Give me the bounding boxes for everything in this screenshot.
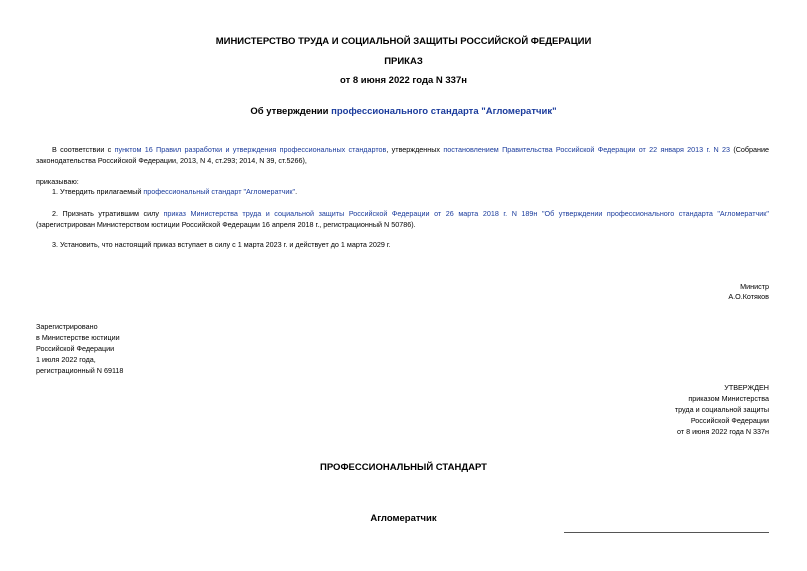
divider-line: [564, 532, 769, 533]
signature-position: Министр: [740, 282, 769, 291]
item-1: [52, 186, 769, 197]
order-title-prefix: Об утверждении: [250, 106, 332, 117]
order-word: приказываю:: [36, 177, 79, 186]
registration-line-1: Зарегистрировано: [36, 322, 98, 331]
decree-link[interactable]: постановлением Правительства Российской Федерации от 22 января 2013 г. N 23: [443, 145, 731, 154]
ministry-heading: МИНИСТЕРСТВО ТРУДА И СОЦИАЛЬНОЙ ЗАЩИТЫ РОССИЙСКОЙ ФЕДЕРАЦИИ: [215, 36, 592, 47]
repealed-order-link[interactable]: приказ Министерства труда и социальной защиты Российской Федерации от 26 марта 2018 г. N 189н "Об утверждении профессионального стандарта "Агломератчик": [163, 209, 769, 218]
approved-line-4: Российской Федерации: [690, 416, 769, 425]
order-date-number: от 8 июня 2022 года N 337н: [340, 75, 467, 86]
approved-block: [519, 382, 769, 437]
item-2-end: (зарегистрирован Министерством юстиции Российской Федерации 16 апреля 2018 г., регистрационный N 50786).: [36, 220, 416, 229]
registration-line-2: в Министерстве юстиции: [36, 333, 120, 342]
approved-line-1: УТВЕРЖДЕН: [724, 383, 769, 392]
registration-line-5: регистрационный N 69118: [36, 366, 124, 375]
rules-link[interactable]: пунктом 16 Правил разработки и утверждения профессиональных стандартов: [114, 145, 387, 154]
preamble-paragraph: [36, 144, 769, 166]
doc-type-heading: ПРИКАЗ: [384, 56, 423, 67]
registration-block: [36, 321, 286, 376]
registration-line-3: Российской Федерации: [36, 344, 115, 353]
order-title-link[interactable]: профессионального стандарта "Агломератчик": [331, 106, 557, 117]
registration-line-4: 1 июля 2022 года,: [36, 355, 96, 364]
approved-line-2: приказом Министерства: [688, 394, 769, 403]
order-title: [0, 106, 807, 117]
item-2-text: 2. Признать утратившим силу: [52, 209, 164, 218]
item-2: [36, 208, 769, 230]
approved-line-3: труда и социальной защиты: [674, 405, 769, 414]
preamble-text-3: (Собрание законодательства Российской Федерации, 2013, N 4, ст.293; 2014, N 39, ст.5266),: [36, 145, 770, 165]
item-3: 3. Установить, что настоящий приказ вступает в силу с 1 марта 2023 г. и действует до 1 марта 2029 г.: [52, 240, 391, 249]
signature-name: А.О.Котяков: [728, 292, 769, 301]
preamble-text-2: , утвержденных: [386, 145, 444, 154]
preamble-text-1: В соответствии с: [52, 145, 115, 154]
standard-heading: ПРОФЕССИОНАЛЬНЫЙ СТАНДАРТ: [320, 462, 487, 473]
standard-link[interactable]: профессиональный стандарт "Агломератчик": [143, 187, 296, 196]
item-1-end: .: [295, 187, 298, 196]
item-1-text: 1. Утвердить прилагаемый: [52, 187, 144, 196]
approved-line-5: от 8 июня 2022 года N 337н: [676, 427, 769, 436]
standard-name: Агломератчик: [370, 513, 437, 524]
